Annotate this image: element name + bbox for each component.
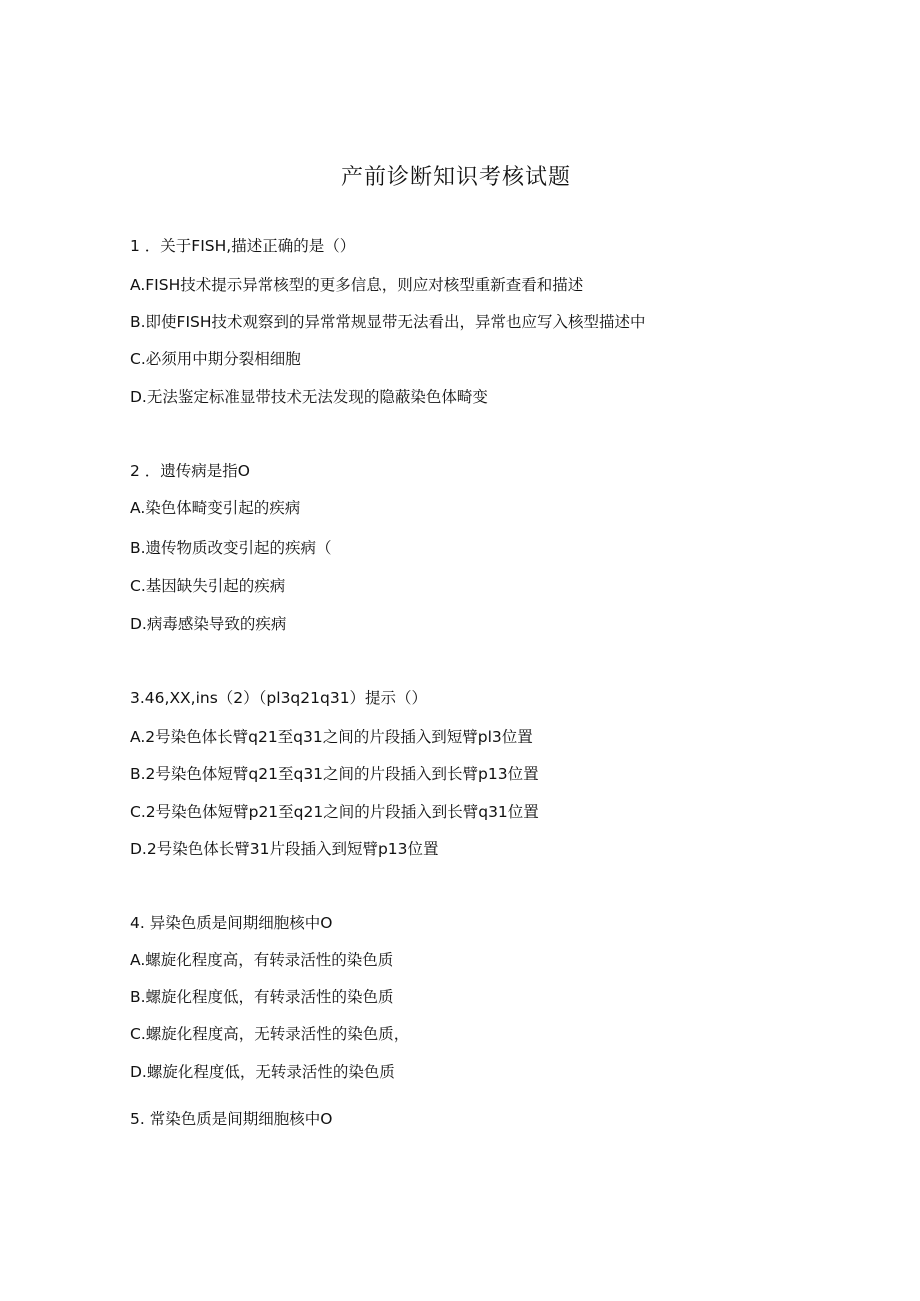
page-title: 产前诊断知识考核试题	[340, 165, 571, 190]
question-2-option-b: B.遗传物质改变引起的疾病（	[130, 539, 332, 557]
question-1-stem: 1 ．关于FISH,描述正确的是（）	[130, 237, 356, 255]
question-3-option-a: A.2号染色体长臂q21至q31之间的片段插入到短臂pl3位置	[130, 728, 533, 746]
question-1-option-c: C.必须用中期分裂相细胞	[130, 350, 301, 368]
question-3-option-b: B.2号染色体短臂q21至q31之间的片段插入到长臂p13位置	[130, 765, 539, 783]
question-4-stem: 4. 异染色质是间期细胞核中O	[130, 914, 333, 932]
question-3-option-d: D.2号染色体长臂31片段插入到短臂p13位置	[130, 840, 439, 858]
question-1-option-a: A.FISH技术提示异常核型的更多信息，则应对核型重新查看和描述	[130, 276, 584, 294]
question-5-stem: 5. 常染色质是间期细胞核中O	[130, 1110, 333, 1128]
question-4-option-b: B.螺旋化程度低，有转录活性的染色质	[130, 988, 394, 1006]
question-1-option-b: B.即使FISH技术观察到的异常常规显带无法看出，异常也应写入核型描述中	[130, 313, 646, 331]
question-4-option-c: C.螺旋化程度高，无转录活性的染色质，	[130, 1025, 410, 1043]
question-2-stem: 2 ．遗传病是指O	[130, 462, 250, 480]
question-1-option-d: D.无法鉴定标准显带技术无法发现的隐蔽染色体畸变	[130, 388, 488, 406]
question-2-option-c: C.基因缺失引起的疾病	[130, 577, 286, 595]
question-3-option-c: C.2号染色体短臂p21至q21之间的片段插入到长臂q31位置	[130, 803, 539, 821]
question-4-option-a: A.螺旋化程度高，有转录活性的染色质	[130, 951, 394, 969]
question-3-stem: 3.46,XX,ins（2）（pl3q21q31）提示（）	[130, 689, 428, 707]
question-4-option-d: D.螺旋化程度低，无转录活性的染色质	[130, 1063, 395, 1081]
question-2-option-d: D.病毒感染导致的疾病	[130, 615, 287, 633]
question-2-option-a: A.染色体畸变引起的疾病	[130, 499, 301, 517]
